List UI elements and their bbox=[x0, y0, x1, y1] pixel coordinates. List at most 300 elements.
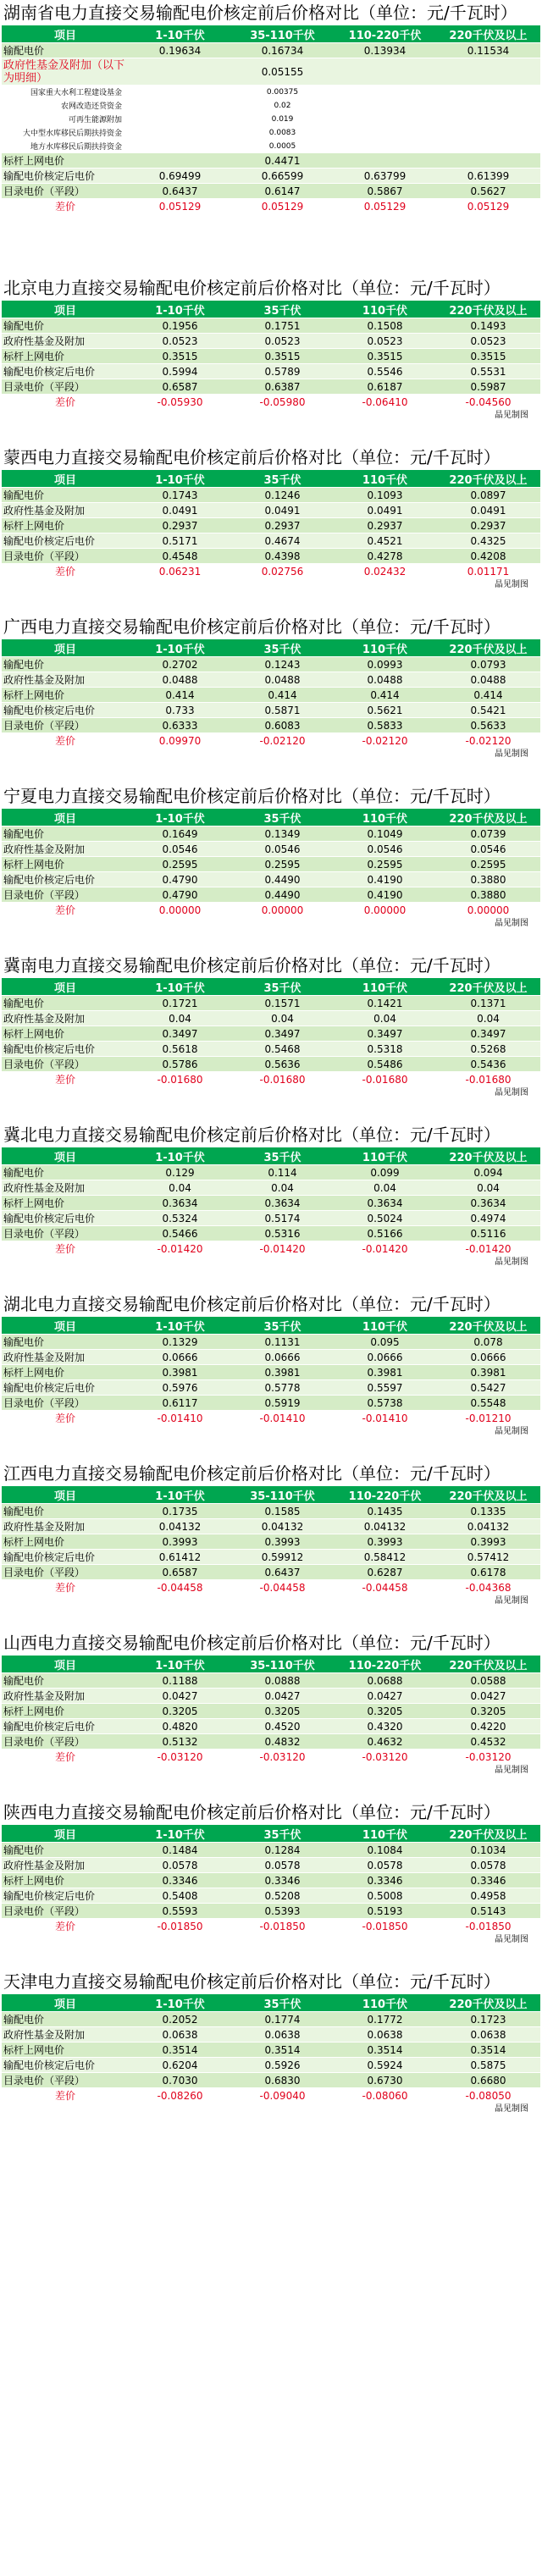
cell-value: 0.00000 bbox=[129, 903, 231, 918]
row-label: 差价 bbox=[2, 1072, 129, 1087]
cell-value: 0.2595 bbox=[129, 857, 231, 872]
cell-value: 0.0897 bbox=[436, 488, 540, 503]
cell-value: 0.04 bbox=[334, 1180, 436, 1196]
table-title: 冀北电力直接交易输配电价核定前后价格对比（单位：元/千瓦时） bbox=[3, 1125, 501, 1145]
row-label: 输配电价 bbox=[2, 43, 129, 58]
table-block-guangxi bbox=[2, 614, 540, 760]
row-label: 目录电价（平段） bbox=[2, 1226, 129, 1241]
cell-value: 0.6204 bbox=[129, 2058, 231, 2073]
column-header: 1-10千伏 bbox=[129, 639, 231, 657]
cell-value: 0.3993 bbox=[129, 1534, 231, 1550]
column-header: 35千伏 bbox=[231, 301, 334, 318]
cell-value: 0.0491 bbox=[129, 503, 231, 518]
cell-value: -0.01680 bbox=[129, 1072, 231, 1087]
cell-value bbox=[334, 86, 436, 99]
cell-value: 0.414 bbox=[231, 688, 334, 703]
row-label: 目录电价（平段） bbox=[2, 1396, 129, 1411]
table-block-shaanxi bbox=[2, 1799, 540, 1946]
cell-value: 0.04 bbox=[129, 1011, 231, 1026]
source-watermark: 晶见制图 bbox=[495, 580, 528, 589]
cell-value: 0.0523 bbox=[334, 334, 436, 349]
cell-value: 0.5976 bbox=[129, 1380, 231, 1396]
column-header: 1-10千伏 bbox=[129, 1994, 231, 2012]
cell-value: -0.02120 bbox=[334, 733, 436, 749]
cell-value: -0.01420 bbox=[334, 1241, 436, 1257]
cell-value: 0.0083 bbox=[231, 126, 334, 140]
cell-value: 0.0491 bbox=[436, 503, 540, 518]
cell-value: -0.01850 bbox=[129, 1919, 231, 1934]
row-label: 目录电价（平段） bbox=[2, 1904, 129, 1919]
table-row bbox=[2, 1226, 540, 1241]
row-label: 输配电价核定后电价 bbox=[2, 1550, 129, 1565]
diff-row bbox=[2, 1750, 540, 1765]
diff-row bbox=[2, 2088, 540, 2103]
cell-value: 0.0638 bbox=[334, 2027, 436, 2043]
cell-value: -0.08060 bbox=[334, 2088, 436, 2103]
cell-value: 0.5546 bbox=[334, 364, 436, 379]
cell-value: 0.0638 bbox=[436, 2027, 540, 2043]
cell-value: 0.078 bbox=[436, 1335, 540, 1350]
cell-value: 0.0739 bbox=[436, 826, 540, 842]
cell-value: 0.69499 bbox=[129, 169, 231, 184]
cell-value: 0.6680 bbox=[436, 2073, 540, 2088]
table-row bbox=[2, 1843, 540, 1858]
column-header: 110千伏 bbox=[334, 978, 436, 996]
table-row bbox=[2, 318, 540, 334]
cell-value: 0.5174 bbox=[231, 1211, 334, 1226]
table-row bbox=[2, 1350, 540, 1365]
row-label: 输配电价 bbox=[2, 826, 129, 842]
diff-row bbox=[2, 395, 540, 410]
table-title: 宁夏电力直接交易输配电价核定前后价格对比（单位：元/千瓦时） bbox=[3, 786, 501, 806]
cell-value: 0.1421 bbox=[334, 996, 436, 1011]
price-table bbox=[2, 25, 540, 214]
cell-value: 0.0523 bbox=[436, 334, 540, 349]
cell-value: 0.1723 bbox=[436, 2012, 540, 2027]
cell-value: 0.1093 bbox=[334, 488, 436, 503]
table-block-beijing bbox=[2, 275, 540, 422]
cell-value: 0.5627 bbox=[436, 184, 540, 199]
column-header: 110千伏 bbox=[334, 809, 436, 826]
table-title: 广西电力直接交易输配电价核定前后价格对比（单位：元/千瓦时） bbox=[3, 616, 501, 637]
cell-value: 0.3634 bbox=[436, 1196, 540, 1211]
cell-value: 0.5466 bbox=[129, 1226, 231, 1241]
cell-value: -0.01420 bbox=[436, 1241, 540, 1257]
table-row bbox=[2, 1180, 540, 1196]
row-label: 政府性基金及附加（以下为明细） bbox=[2, 58, 129, 86]
cell-value: 0.04132 bbox=[129, 1519, 231, 1534]
row-label: 差价 bbox=[2, 1411, 129, 1426]
table-row bbox=[2, 872, 540, 887]
table-row bbox=[2, 184, 540, 199]
cell-value: 0.1084 bbox=[334, 1843, 436, 1858]
cell-value: 0.2702 bbox=[129, 657, 231, 672]
cell-value: 0.3993 bbox=[231, 1534, 334, 1550]
column-header: 220千伏及以上 bbox=[436, 1656, 540, 1673]
cell-value: 0.5166 bbox=[334, 1226, 436, 1241]
cell-value: 0.5171 bbox=[129, 533, 231, 549]
cell-value: 0.00000 bbox=[231, 903, 334, 918]
cell-value bbox=[129, 58, 231, 86]
row-label: 目录电价（平段） bbox=[2, 184, 129, 199]
row-label: 可再生能源附加 bbox=[2, 113, 129, 126]
cell-value: 0.0546 bbox=[129, 842, 231, 857]
table-row bbox=[2, 113, 540, 126]
row-label: 农网改造还贷资金 bbox=[2, 99, 129, 113]
cell-value: 0.1329 bbox=[129, 1335, 231, 1350]
cell-value: 0.1649 bbox=[129, 826, 231, 842]
table-row bbox=[2, 533, 540, 549]
cell-value: 0.4548 bbox=[129, 549, 231, 564]
source-watermark: 晶见制图 bbox=[495, 1427, 528, 1436]
cell-value: 0.59912 bbox=[231, 1550, 334, 1565]
cell-value: 0.6587 bbox=[129, 1565, 231, 1580]
price-table bbox=[2, 1486, 540, 1595]
cell-value: 0.5132 bbox=[129, 1734, 231, 1750]
column-header: 220千伏及以上 bbox=[436, 1147, 540, 1165]
cell-value: 0.0005 bbox=[231, 140, 334, 153]
cell-value: 0.00000 bbox=[334, 903, 436, 918]
table-title: 湖北电力直接交易输配电价核定前后价格对比（单位：元/千瓦时） bbox=[3, 1294, 501, 1314]
row-label: 标杆上网电价 bbox=[2, 1704, 129, 1719]
table-row bbox=[2, 887, 540, 903]
cell-value: 0.3346 bbox=[436, 1873, 540, 1888]
cell-value: 0.0427 bbox=[436, 1689, 540, 1704]
cell-value: 0.3993 bbox=[436, 1534, 540, 1550]
table-row bbox=[2, 2043, 540, 2058]
source-watermark: 晶见制图 bbox=[495, 2104, 528, 2114]
table-row bbox=[2, 58, 540, 86]
cell-value: 0.0578 bbox=[129, 1858, 231, 1873]
cell-value bbox=[334, 113, 436, 126]
cell-value: 0.5427 bbox=[436, 1380, 540, 1396]
row-label: 差价 bbox=[2, 1919, 129, 1934]
cell-value: 0.05129 bbox=[231, 199, 334, 214]
row-label: 差价 bbox=[2, 1241, 129, 1257]
cell-value: -0.03120 bbox=[231, 1750, 334, 1765]
cell-value: 0.5621 bbox=[334, 703, 436, 718]
table-block-jibei bbox=[2, 1122, 540, 1269]
cell-value: 0.0488 bbox=[129, 672, 231, 688]
cell-value: 0.5393 bbox=[231, 1904, 334, 1919]
row-label: 政府性基金及附加 bbox=[2, 2027, 129, 2043]
column-header: 项目 bbox=[2, 470, 129, 488]
row-label: 输配电价 bbox=[2, 996, 129, 1011]
column-header: 35千伏 bbox=[231, 639, 334, 657]
table-row bbox=[2, 672, 540, 688]
cell-value bbox=[334, 153, 436, 169]
column-header: 项目 bbox=[2, 978, 129, 996]
row-label: 输配电价 bbox=[2, 657, 129, 672]
column-header: 1-10千伏 bbox=[129, 978, 231, 996]
cell-value: 0.5919 bbox=[231, 1396, 334, 1411]
table-row bbox=[2, 1365, 540, 1380]
header-row bbox=[2, 639, 540, 657]
table-row bbox=[2, 364, 540, 379]
cell-value: 0.00375 bbox=[231, 86, 334, 99]
cell-value: 0.5024 bbox=[334, 1211, 436, 1226]
column-header: 项目 bbox=[2, 809, 129, 826]
cell-value: 0.3993 bbox=[334, 1534, 436, 1550]
table-row bbox=[2, 1734, 540, 1750]
column-header: 110-220千伏 bbox=[334, 1656, 436, 1673]
column-header: 1-10千伏 bbox=[129, 470, 231, 488]
column-header: 1-10千伏 bbox=[129, 1656, 231, 1673]
cell-value: 0.6117 bbox=[129, 1396, 231, 1411]
column-header: 项目 bbox=[2, 1317, 129, 1335]
cell-value: 0.04 bbox=[129, 1180, 231, 1196]
source-watermark: 晶见制图 bbox=[495, 1596, 528, 1606]
table-row bbox=[2, 126, 540, 140]
cell-value: 0.1188 bbox=[129, 1673, 231, 1689]
cell-value: 0.1735 bbox=[129, 1504, 231, 1519]
cell-value: 0.1243 bbox=[231, 657, 334, 672]
cell-value: 0.2937 bbox=[436, 518, 540, 533]
cell-value: 0.01171 bbox=[436, 564, 540, 579]
cell-value: -0.08260 bbox=[129, 2088, 231, 2103]
cell-value: 0.0688 bbox=[334, 1673, 436, 1689]
cell-value: 0.3515 bbox=[436, 349, 540, 364]
table-row bbox=[2, 703, 540, 718]
cell-value: 0.5008 bbox=[334, 1888, 436, 1904]
cell-value: 0.11534 bbox=[436, 43, 540, 58]
cell-value: 0.13934 bbox=[334, 43, 436, 58]
row-label: 政府性基金及附加 bbox=[2, 1350, 129, 1365]
cell-value bbox=[129, 113, 231, 126]
cell-value: 0.0993 bbox=[334, 657, 436, 672]
cell-value: 0.4208 bbox=[436, 549, 540, 564]
cell-value: 0.02 bbox=[231, 99, 334, 113]
column-header: 1-10千伏 bbox=[129, 301, 231, 318]
cell-value: 0.3346 bbox=[231, 1873, 334, 1888]
price-table bbox=[2, 1317, 540, 1426]
cell-value: 0.6287 bbox=[334, 1565, 436, 1580]
cell-value: -0.01850 bbox=[231, 1919, 334, 1934]
row-label: 国家重大水利工程建设基金 bbox=[2, 86, 129, 99]
cell-value: 0.0427 bbox=[334, 1689, 436, 1704]
table-row bbox=[2, 488, 540, 503]
row-label: 政府性基金及附加 bbox=[2, 1689, 129, 1704]
column-header: 110-220千伏 bbox=[334, 25, 436, 43]
cell-value: 0.6730 bbox=[334, 2073, 436, 2088]
table-title: 冀南电力直接交易输配电价核定前后价格对比（单位：元/千瓦时） bbox=[3, 955, 501, 976]
table-row bbox=[2, 1011, 540, 1026]
cell-value: 0.4490 bbox=[231, 872, 334, 887]
row-label: 政府性基金及附加 bbox=[2, 1011, 129, 1026]
price-table bbox=[2, 1147, 540, 1257]
table-row bbox=[2, 1873, 540, 1888]
cell-value: 0.414 bbox=[334, 688, 436, 703]
cell-value: 0.5408 bbox=[129, 1888, 231, 1904]
cell-value: 0.5316 bbox=[231, 1226, 334, 1241]
cell-value: 0.3514 bbox=[334, 2043, 436, 2058]
cell-value: 0.1484 bbox=[129, 1843, 231, 1858]
cell-value: 0.2595 bbox=[334, 857, 436, 872]
cell-value: 0.0666 bbox=[334, 1350, 436, 1365]
column-header: 220千伏及以上 bbox=[436, 1994, 540, 2012]
cell-value: 0.4278 bbox=[334, 549, 436, 564]
column-header: 35千伏 bbox=[231, 1825, 334, 1843]
diff-row bbox=[2, 1580, 540, 1595]
row-label: 输配电价核定后电价 bbox=[2, 2058, 129, 2073]
cell-value bbox=[436, 99, 540, 113]
cell-value: 0.3880 bbox=[436, 887, 540, 903]
cell-value: 0.1335 bbox=[436, 1504, 540, 1519]
row-label: 差价 bbox=[2, 564, 129, 579]
table-row bbox=[2, 1165, 540, 1180]
cell-value: 0.019 bbox=[231, 113, 334, 126]
cell-value: 0.4521 bbox=[334, 533, 436, 549]
cell-value: 0.733 bbox=[129, 703, 231, 718]
cell-value: 0.4220 bbox=[436, 1719, 540, 1734]
column-header: 项目 bbox=[2, 1994, 129, 2012]
cell-value: 0.5738 bbox=[334, 1396, 436, 1411]
price-table bbox=[2, 1994, 540, 2103]
price-table bbox=[2, 301, 540, 410]
diff-row bbox=[2, 1919, 540, 1934]
table-row bbox=[2, 86, 540, 99]
column-header: 220千伏及以上 bbox=[436, 809, 540, 826]
table-row bbox=[2, 1211, 540, 1226]
cell-value: 0.4632 bbox=[334, 1734, 436, 1750]
cell-value: 0.1049 bbox=[334, 826, 436, 842]
row-label: 输配电价 bbox=[2, 318, 129, 334]
cell-value: 0.1246 bbox=[231, 488, 334, 503]
cell-value: 0.0491 bbox=[334, 503, 436, 518]
column-header: 35千伏 bbox=[231, 1317, 334, 1335]
cell-value: 0.5318 bbox=[334, 1042, 436, 1057]
cell-value: 0.4398 bbox=[231, 549, 334, 564]
table-block-hunan bbox=[2, 0, 540, 214]
cell-value: 0.0488 bbox=[231, 672, 334, 688]
cell-value: 0.61412 bbox=[129, 1550, 231, 1565]
cell-value: 0.4325 bbox=[436, 533, 540, 549]
price-table bbox=[2, 1825, 540, 1934]
cell-value: 0.6187 bbox=[334, 379, 436, 395]
cell-value: 0.0588 bbox=[436, 1673, 540, 1689]
column-header: 35千伏 bbox=[231, 978, 334, 996]
cell-value: 0.2937 bbox=[231, 518, 334, 533]
column-header: 110-220千伏 bbox=[334, 1486, 436, 1504]
cell-value: 0.02756 bbox=[231, 564, 334, 579]
cell-value: 0.0578 bbox=[231, 1858, 334, 1873]
cell-value: 0.2595 bbox=[231, 857, 334, 872]
table-row bbox=[2, 334, 540, 349]
cell-value: 0.3515 bbox=[231, 349, 334, 364]
cell-value: 0.1349 bbox=[231, 826, 334, 842]
row-label: 目录电价（平段） bbox=[2, 1734, 129, 1750]
source-watermark: 晶见制图 bbox=[495, 411, 528, 420]
cell-value: 0.3514 bbox=[129, 2043, 231, 2058]
header-row bbox=[2, 301, 540, 318]
column-header: 35千伏 bbox=[231, 809, 334, 826]
cell-value bbox=[334, 58, 436, 86]
cell-value: 0.3514 bbox=[231, 2043, 334, 2058]
source-watermark: 晶见制图 bbox=[495, 1258, 528, 1267]
column-header: 220千伏及以上 bbox=[436, 1486, 540, 1504]
row-label: 目录电价（平段） bbox=[2, 1565, 129, 1580]
table-row bbox=[2, 43, 540, 58]
row-label: 标杆上网电价 bbox=[2, 1196, 129, 1211]
column-header: 1-10千伏 bbox=[129, 1825, 231, 1843]
table-row bbox=[2, 1550, 540, 1565]
column-header: 35-110千伏 bbox=[231, 1486, 334, 1504]
cell-value: 0.6333 bbox=[129, 718, 231, 733]
row-label: 政府性基金及附加 bbox=[2, 1519, 129, 1534]
cell-value: 0.0546 bbox=[334, 842, 436, 857]
table-row bbox=[2, 1396, 540, 1411]
table-row bbox=[2, 99, 540, 113]
table-row bbox=[2, 1057, 540, 1072]
row-label: 目录电价（平段） bbox=[2, 379, 129, 395]
row-label: 输配电价核定后电价 bbox=[2, 1211, 129, 1226]
column-header: 1-10千伏 bbox=[129, 809, 231, 826]
cell-value: 0.4320 bbox=[334, 1719, 436, 1734]
table-row bbox=[2, 826, 540, 842]
cell-value: 0.6147 bbox=[231, 184, 334, 199]
cell-value: 0.3205 bbox=[129, 1704, 231, 1719]
row-label: 输配电价 bbox=[2, 1673, 129, 1689]
cell-value: -0.01850 bbox=[436, 1919, 540, 1934]
column-header: 220千伏及以上 bbox=[436, 1825, 540, 1843]
row-label: 标杆上网电价 bbox=[2, 1534, 129, 1550]
row-label: 目录电价（平段） bbox=[2, 718, 129, 733]
table-row bbox=[2, 857, 540, 872]
table-title: 山西电力直接交易输配电价核定前后价格对比（单位：元/千瓦时） bbox=[3, 1633, 501, 1653]
cell-value: 0.61399 bbox=[436, 169, 540, 184]
row-label: 目录电价（平段） bbox=[2, 2073, 129, 2088]
cell-value: -0.01680 bbox=[436, 1072, 540, 1087]
cell-value: 0.04132 bbox=[334, 1519, 436, 1534]
cell-value: 0.3205 bbox=[436, 1704, 540, 1719]
table-row bbox=[2, 1904, 540, 1919]
column-header: 35千伏 bbox=[231, 1147, 334, 1165]
cell-value: 0.1721 bbox=[129, 996, 231, 1011]
column-header: 220千伏及以上 bbox=[436, 470, 540, 488]
cell-value: -0.01420 bbox=[129, 1241, 231, 1257]
diff-row bbox=[2, 903, 540, 918]
cell-value: 0.4820 bbox=[129, 1719, 231, 1734]
cell-value: 0.5421 bbox=[436, 703, 540, 718]
table-block-tianjin bbox=[2, 1969, 540, 2115]
row-label: 标杆上网电价 bbox=[2, 349, 129, 364]
cell-value: 0.6830 bbox=[231, 2073, 334, 2088]
table-title: 天津电力直接交易输配电价核定前后价格对比（单位：元/千瓦时） bbox=[3, 1971, 501, 1992]
cell-value: 0.5593 bbox=[129, 1904, 231, 1919]
source-watermark: 晶见制图 bbox=[495, 749, 528, 759]
row-label: 标杆上网电价 bbox=[2, 518, 129, 533]
cell-value: 0.1585 bbox=[231, 1504, 334, 1519]
header-row bbox=[2, 1656, 540, 1673]
cell-value: 0.1284 bbox=[231, 1843, 334, 1858]
cell-value: 0.4974 bbox=[436, 1211, 540, 1226]
table-row bbox=[2, 1673, 540, 1689]
cell-value bbox=[129, 153, 231, 169]
cell-value: 0.5871 bbox=[231, 703, 334, 718]
cell-value: -0.02120 bbox=[436, 733, 540, 749]
table-row bbox=[2, 169, 540, 184]
table-title: 北京电力直接交易输配电价核定前后价格对比（单位：元/千瓦时） bbox=[3, 278, 501, 298]
cell-value: 0.1034 bbox=[436, 1843, 540, 1858]
row-label: 标杆上网电价 bbox=[2, 857, 129, 872]
column-header: 项目 bbox=[2, 1486, 129, 1504]
table-row bbox=[2, 1196, 540, 1211]
table-row bbox=[2, 1534, 540, 1550]
cell-value: 0.3497 bbox=[231, 1026, 334, 1042]
header-row bbox=[2, 1147, 540, 1165]
column-header: 220千伏及以上 bbox=[436, 25, 540, 43]
cell-value: 0.04 bbox=[334, 1011, 436, 1026]
